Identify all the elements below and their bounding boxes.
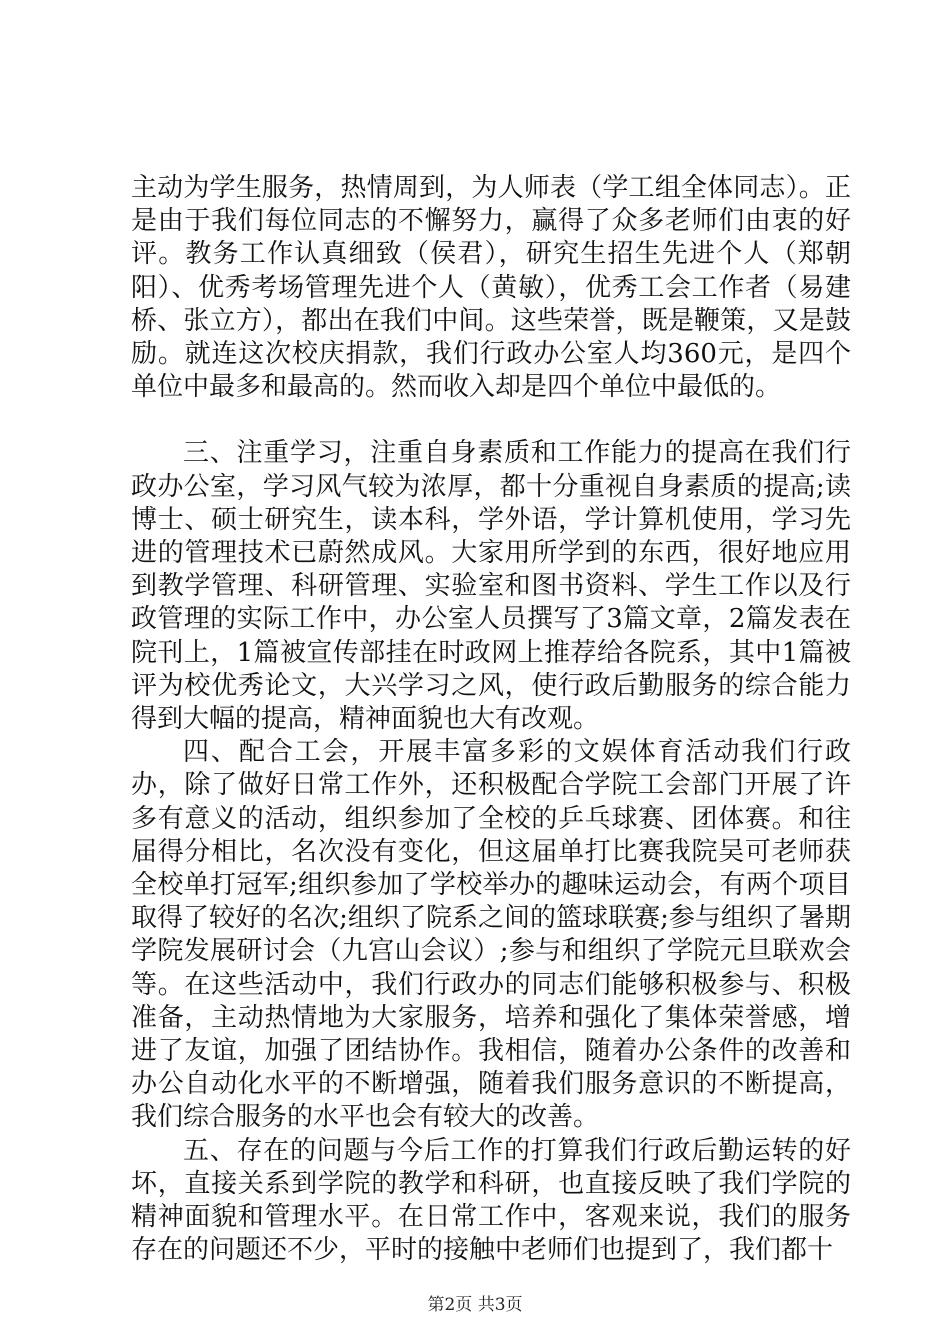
paragraph-section-4: 四、配合工会，开展丰富多彩的文娱体育活动我们行政办，除了做好日常工作外，还积极配合学院工会部门开展了许多有意义的活动，组织参加了全校的乒乓球赛、团体赛。和往届得分相比，名次没有变化，但这届单打比赛我院吴可老师获全校单打冠军;组织参加了学校举办的趣味运动会，有两个项目取得了较好的名次;组织了院系之间的篮球联赛;参与组织了暑期学院发展研讨会（九宫山会议）;参与和组织了学院元旦联欢会等。在这些活动中，我们行政办的同志们能够积极参与、积极准备，主动热情地为大家服务，培养和强化了集体荣誉感，增进了友谊，加强了团结协作。我相信，随着办公条件的改善和办公自动化水平的不断增强，随着我们服务意识的不断提高，我们综合服务的水平也会有较大的改善。: [131, 737, 851, 1133]
document-body: [131, 172, 851, 1268]
paragraph-section-5: 五、存在的问题与今后工作的打算我们行政后勤运转的好坏，直接关系到学院的教学和科研，也直接反映了我们学院的精神面貌和管理水平。在日常工作中，客观来说，我们的服务存在的问题还不少，平时的接触中老师们也提到了，我们都十: [131, 1135, 851, 1266]
paragraph-continuation: 主动为学生服务，热情周到，为人师表（学工组全体同志）。正是由于我们每位同志的不懈努力，赢得了众多老师们由衷的好评。教务工作认真细致（侯君），研究生招生先进个人（郑朝阳）、优秀考场管理先进个人（黄敏），优秀工会工作者（易建桥、张立方），都出在我们中间。这些荣誉，既是鞭策，又是鼓励。就连这次校庆捐款，我们行政办公室人均360元，是四个单位中最多和最高的。然而收入却是四个单位中最低的。: [131, 173, 851, 403]
paragraph-section-3: 三、注重学习，注重自身素质和工作能力的提高在我们行政办公室，学习风气较为浓厚，都十分重视自身素质的提高;读博士、硕士研究生，读本科，学外语，学计算机使用，学习先进的管理技术已蔚然成风。大家用所学到的东西，很好地应用到教学管理、科研管理、实验室和图书资料、学生工作以及行政管理的实际工作中，办公室人员撰写了3篇文章，2篇发表在院刊上，1篇被宣传部挂在时政网上推荐给各院系，其中1篇被评为校优秀论文，大兴学习之风，使行政后勤服务的综合能力得到大幅的提高，精神面貌也大有改观。: [131, 438, 851, 735]
page-footer: 第2页 共3页: [427, 1295, 523, 1315]
